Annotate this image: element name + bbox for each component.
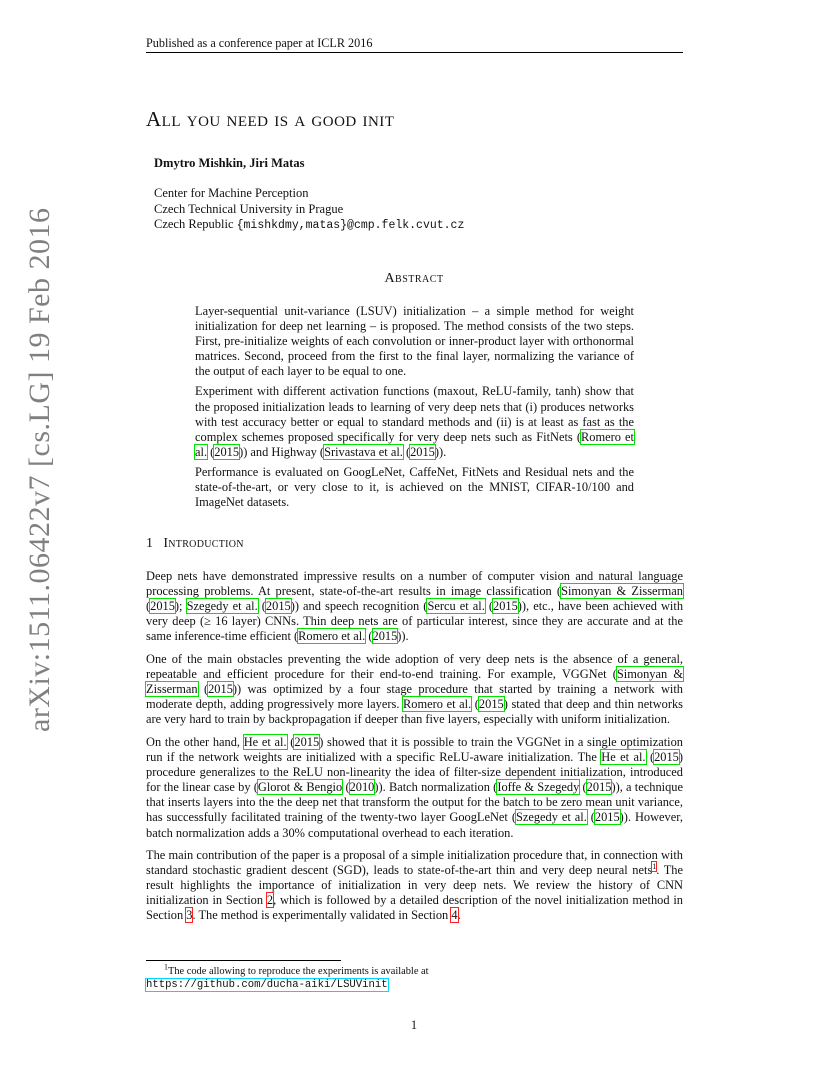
- section-title: Introduction: [163, 536, 244, 551]
- body-text: [146, 569, 683, 931]
- citation-link[interactable]: Simonyan & Zisserman: [561, 584, 684, 599]
- abstract-heading: Abstract: [384, 271, 444, 286]
- paper-authors: Dmytro Mishkin, Jiri Matas: [154, 156, 305, 170]
- citation-link[interactable]: He et al.: [243, 734, 287, 749]
- text: (: [402, 444, 411, 459]
- text: , which is followed by a detailed description of the novel initialization method in Section: [146, 893, 683, 923]
- section-link[interactable]: 2: [266, 893, 274, 908]
- citation-link[interactable]: Romero et al.: [298, 629, 366, 644]
- text: ) stated that deep and thin networks are very hard to train by backpropagation if deeper than five layers, especially with uniform initialization.: [146, 697, 683, 727]
- footnote-link[interactable]: 1: [652, 862, 657, 872]
- citation-link[interactable]: Szegedy et al.: [515, 810, 587, 825]
- text: )), a technique that inserts layers into the the deep net that transform the output for the batch to be zero mean unit variance, has successfully facilitated training of the twenty-two layer GoogLeNet (: [146, 780, 683, 825]
- citation-link[interactable]: Szegedy et al.: [186, 599, 258, 614]
- abstract-paragraph-3: Performance is evaluated on GoogLeNet, CaffeNet, FitNets and Residual nets and the state-of-the-art, or very close to it, is achieved on the MNIST, CIFAR-10/100 and ImageNet datasets.: [195, 464, 634, 510]
- citation-link[interactable]: Romero et al.: [195, 429, 634, 459]
- text: )).: [434, 444, 447, 459]
- text: );: [174, 599, 187, 614]
- footnote-mark: 1: [164, 962, 168, 972]
- abstract-paragraph-2: [195, 384, 634, 459]
- citation-link[interactable]: 2015: [208, 682, 233, 697]
- affiliation: [154, 186, 464, 234]
- section-number: 1: [146, 536, 154, 551]
- text: (: [257, 599, 266, 614]
- citation-link[interactable]: Glorot & Bengio: [257, 780, 343, 795]
- text: (: [586, 810, 595, 825]
- body-paragraph-4: [146, 848, 683, 923]
- citation-link[interactable]: 2015: [654, 750, 679, 765]
- text: (: [484, 599, 494, 614]
- abstract-paragraph-1: Layer-sequential unit-variance (LSUV) initialization – a simple method for weight initialization for deep net learning – is proposed. The method consists of the two steps. First, pre-initialize weights of each convolution or inner-product layer with orthonormal matrices. Second, proceed from the first to the final layer, normalizing the variance of the output of each layer to be equal to one.: [195, 304, 634, 379]
- citation-link[interactable]: 2015: [410, 444, 435, 459]
- text: . The method is experimentally validated in Section: [192, 908, 452, 923]
- citation-link[interactable]: Sercu et al.: [427, 599, 485, 614]
- author-email: {mishkdmy,matas}@cmp.felk.cvut.cz: [236, 219, 465, 232]
- text: )) and speech recognition (: [290, 599, 428, 614]
- text: )).: [397, 629, 409, 644]
- text: )) was optimized by a four stage procedure that started by training a network with moderate depth, adding progressively more layers.: [146, 682, 683, 712]
- citation-link[interactable]: 2015: [150, 599, 175, 614]
- text: (: [286, 734, 295, 749]
- affiliation-line-1: Center for Machine Perception: [154, 186, 309, 200]
- text: On the other hand,: [146, 734, 244, 749]
- text: ) procedure generalizes to the ReLU non-linearity the idea of filter-size dependent initialization, introduced for the linear case by (: [146, 750, 683, 795]
- citation-link[interactable]: Simonyan & Zisserman: [146, 667, 683, 697]
- body-paragraph-1: [146, 569, 683, 644]
- affiliation-line-3: [154, 217, 464, 234]
- text: )), etc., have been achieved with very deep (≥ 16 layer) CNNs. Thin deep nets are of particular interest, since they are accurate and at the same inference-time efficient (: [146, 599, 684, 644]
- citation-link[interactable]: 2010: [349, 780, 375, 795]
- text: )). Batch normalization (: [374, 780, 498, 795]
- citation-link[interactable]: 2015: [372, 629, 398, 644]
- citation-link[interactable]: Romero et al.: [403, 697, 472, 712]
- footnote-text: The code allowing to reproduce the experiments is available at: [168, 966, 429, 977]
- footnote-text-line: [146, 962, 683, 978]
- citation-link[interactable]: 2015: [478, 697, 504, 712]
- citation-link[interactable]: 2015: [294, 734, 320, 749]
- text: (: [197, 682, 209, 697]
- text: (: [365, 629, 373, 644]
- affiliation-country: Czech Republic: [154, 217, 237, 231]
- text: Experiment with different activation functions (maxout, ReLU-family, tanh) show that the proposed initialization leads to learning of very deep nets that (i) produces networks with test accuracy better or equal to standard methods and (ii) is at least as fast as the complex schemes proposed specifically for very deep nets such as FitNets (: [195, 384, 634, 444]
- footnote: [146, 962, 683, 992]
- text: )) and Highway (: [239, 444, 325, 459]
- citation-link[interactable]: 2015: [493, 599, 518, 614]
- running-header: Published as a conference paper at ICLR 2016: [146, 36, 373, 50]
- text: One of the main obstacles preventing the wide adoption of very deep nets is the absence of a general, repeatable and efficient procedure for their end-to-end training. For example, VGGNet (: [146, 651, 683, 682]
- citation-link[interactable]: Ioffe & Szegedy: [497, 780, 580, 795]
- text: (: [146, 599, 151, 614]
- text: (: [645, 750, 655, 765]
- text: ) showed that it is possible to train the VGGNet in a single optimization run if the network weights are initialized with a specific ReLU-aware initialization. The: [146, 734, 683, 765]
- text: Deep nets have demonstrated impressive results on a number of computer vision and natural language processing problems. At present, state-of-the-art results in image classification (: [146, 569, 683, 599]
- text: (: [342, 780, 350, 795]
- body-paragraph-2: [146, 652, 683, 727]
- footnote-url-link[interactable]: https://github.com/ducha-aiki/LSUVinit: [146, 979, 388, 991]
- section-heading: [146, 536, 244, 552]
- body-paragraph-3: [146, 735, 683, 841]
- abstract: [195, 304, 634, 515]
- text: (: [471, 697, 479, 712]
- arxiv-stamp: arXiv:1511.06422v7 [cs.LG] 19 Feb 2016: [23, 207, 56, 732]
- text: )). However, batch normalization adds a 30% computational overhead to each iteration.: [146, 810, 683, 840]
- section-link[interactable]: 3: [186, 908, 193, 923]
- citation-link[interactable]: Srivastava et al.: [324, 444, 403, 459]
- citation-link[interactable]: He et al.: [601, 750, 646, 765]
- text: .: [457, 908, 461, 923]
- text: (: [579, 780, 587, 795]
- header-rule: [146, 52, 683, 53]
- citation-link[interactable]: 2015: [594, 810, 620, 825]
- citation-link[interactable]: 2015: [214, 444, 240, 459]
- paper-title: All you need is a good init: [146, 107, 395, 131]
- text: The main contribution of the paper is a proposal of a simple initialization procedure that, in connection with standard stochastic gradient descent (SGD), leads to state-of-the-art thin and very deep neural nets: [146, 848, 683, 878]
- section-link[interactable]: 4: [451, 908, 458, 923]
- text: . The result highlights the importance of initialization in very deep nets. We review the history of CNN initialization in Section: [146, 863, 683, 908]
- text: (: [207, 444, 215, 459]
- citation-link[interactable]: 2015: [586, 780, 612, 795]
- citation-link[interactable]: 2015: [265, 599, 291, 614]
- footnote-rule: [146, 960, 341, 961]
- footnote-url-line: [146, 978, 683, 992]
- affiliation-line-2: Czech Technical University in Prague: [154, 201, 344, 216]
- page-number: 1: [410, 1018, 418, 1032]
